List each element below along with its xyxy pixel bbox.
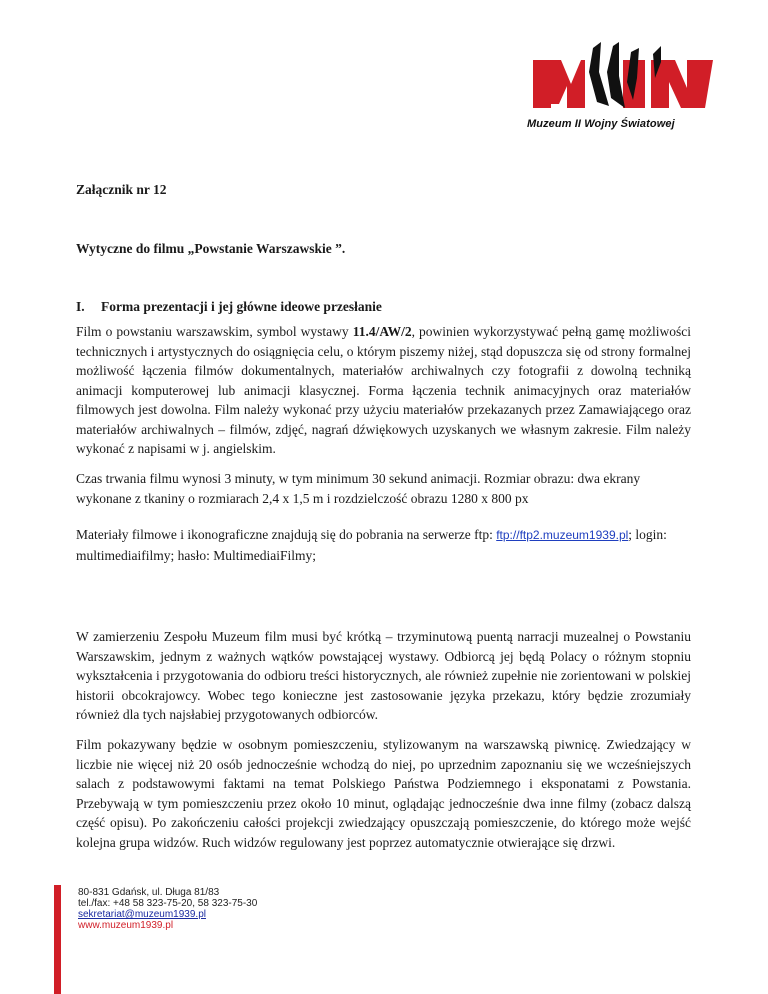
- paragraph-duration: Czas trwania filmu wynosi 3 minuty, w tym minimum 30 sekund animacji. Rozmiar obrazu: dwa ekrany wykonane z tkaniny o rozmiarach 2,4 x 1,5 m i rozdzielczość obrazu 1280 x 800 px: [76, 471, 641, 506]
- footer-website-link[interactable]: www.muzeum1939.pl: [78, 920, 174, 931]
- footer-accent-bar: [54, 885, 61, 994]
- section-title: Forma prezentacji i jej główne ideowe przesłanie: [101, 299, 382, 314]
- paragraph-screening-room: Film pokazywany będzie w osobnym pomieszczeniu, stylizowanym na warszawską piwnicę. Zwiedzający w liczbie nie więcej niż 20 osób jednocześnie wchodzą do niej, po uprzednim zapoznaniu się we wcześniejszych salach z podstawowymi faktami na temat Polskiego Państwa Podziemnego i eksponatami z Powstania. Przebywają w tym pomieszczeniu przez około 10 minut, oglądając jednocześnie dwa inne filmy (zobacz dalszą część opisu). Po zakończeniu całości projekcji zwiedzający opuszczają pomieszczenie, do którego może wejść kolejna grupa widzów. Ruch widzów regulowany jest poprzez automatycznie otwierające się drzwi.: [76, 737, 691, 850]
- ftp-link[interactable]: ftp://ftp2.muzeum1939.pl: [496, 528, 629, 542]
- museum-logo: [527, 42, 717, 134]
- paragraph-materials: [76, 525, 691, 565]
- paragraph-text: ; login: multimediaifilmy; hasło: MultimediaiFilmy;: [76, 527, 667, 563]
- paragraph-intent: W zamierzeniu Zespołu Muzeum film musi być krótką – trzyminutową puentą narracji muzealnej o Powstaniu Warszawskim, jednym z ważnych wątków powstającej wystawy. Odbiorcą jej będą Polacy o różnym stopniu wykształcenia i przygotowania do odbioru treści historycznych, ale również zupełnie nie zorientowani w polskiej historii obcokrajowcy. Wobec tego konieczne jest zastosowanie języka przekazu, który będzie zrozumiały również dla tych najsłabiej przygotowanych odbiorców.: [76, 629, 691, 722]
- paragraph-text: , powinien wykorzystywać pełną gamę możliwości technicznych i artystycznych do osiągnięcia celu, o którym piszemy niżej, stąd dopuszcza się od strony formalnej możliwość łączenia filmów dokumentalnych, materiałów archiwalnych czy fotografii z dowolną techniką animacji komputerowej lub animacji klasycznej. Forma łączenia technik animacyjnych oraz materiałów filmowych jest dowolna. Film należy wykonać przy użyciu materiałów przekazanych przez Zamawiającego oraz materiałów archiwalnych – filmów, zdjęć, nagrań dźwiękowych uzyskanych we własnym zakresie. Film należy wykonać z napisami w j. angielskim.: [76, 324, 691, 456]
- footer-email-link[interactable]: sekretariat@muzeum1939.pl: [78, 909, 206, 920]
- exhibit-symbol: 11.4/AW/2: [352, 324, 412, 339]
- museum-logo-mark: [527, 42, 717, 118]
- paragraph-text: Film o powstaniu warszawskim, symbol wystawy: [76, 324, 353, 339]
- footer-contact: [78, 887, 257, 931]
- footer-phone: tel./fax: +48 58 323-75-20, 58 323-75-30: [78, 898, 258, 909]
- paragraph-film-form: [76, 322, 691, 459]
- section-number: I.: [76, 299, 85, 314]
- guidelines-title: Wytyczne do filmu „Powstanie Warszawskie ”.: [76, 241, 346, 256]
- logo-text: Muzeum II Wojny Światowej: [527, 118, 675, 130]
- annex-title: Załącznik nr 12: [76, 182, 167, 197]
- section-heading: [76, 299, 382, 315]
- paragraph-text: Materiały filmowe i ikonograficzne znajdują się do pobrania na serwerze ftp:: [76, 527, 497, 542]
- footer-address: 80-831 Gdańsk, ul. Długa 81/83: [78, 887, 220, 898]
